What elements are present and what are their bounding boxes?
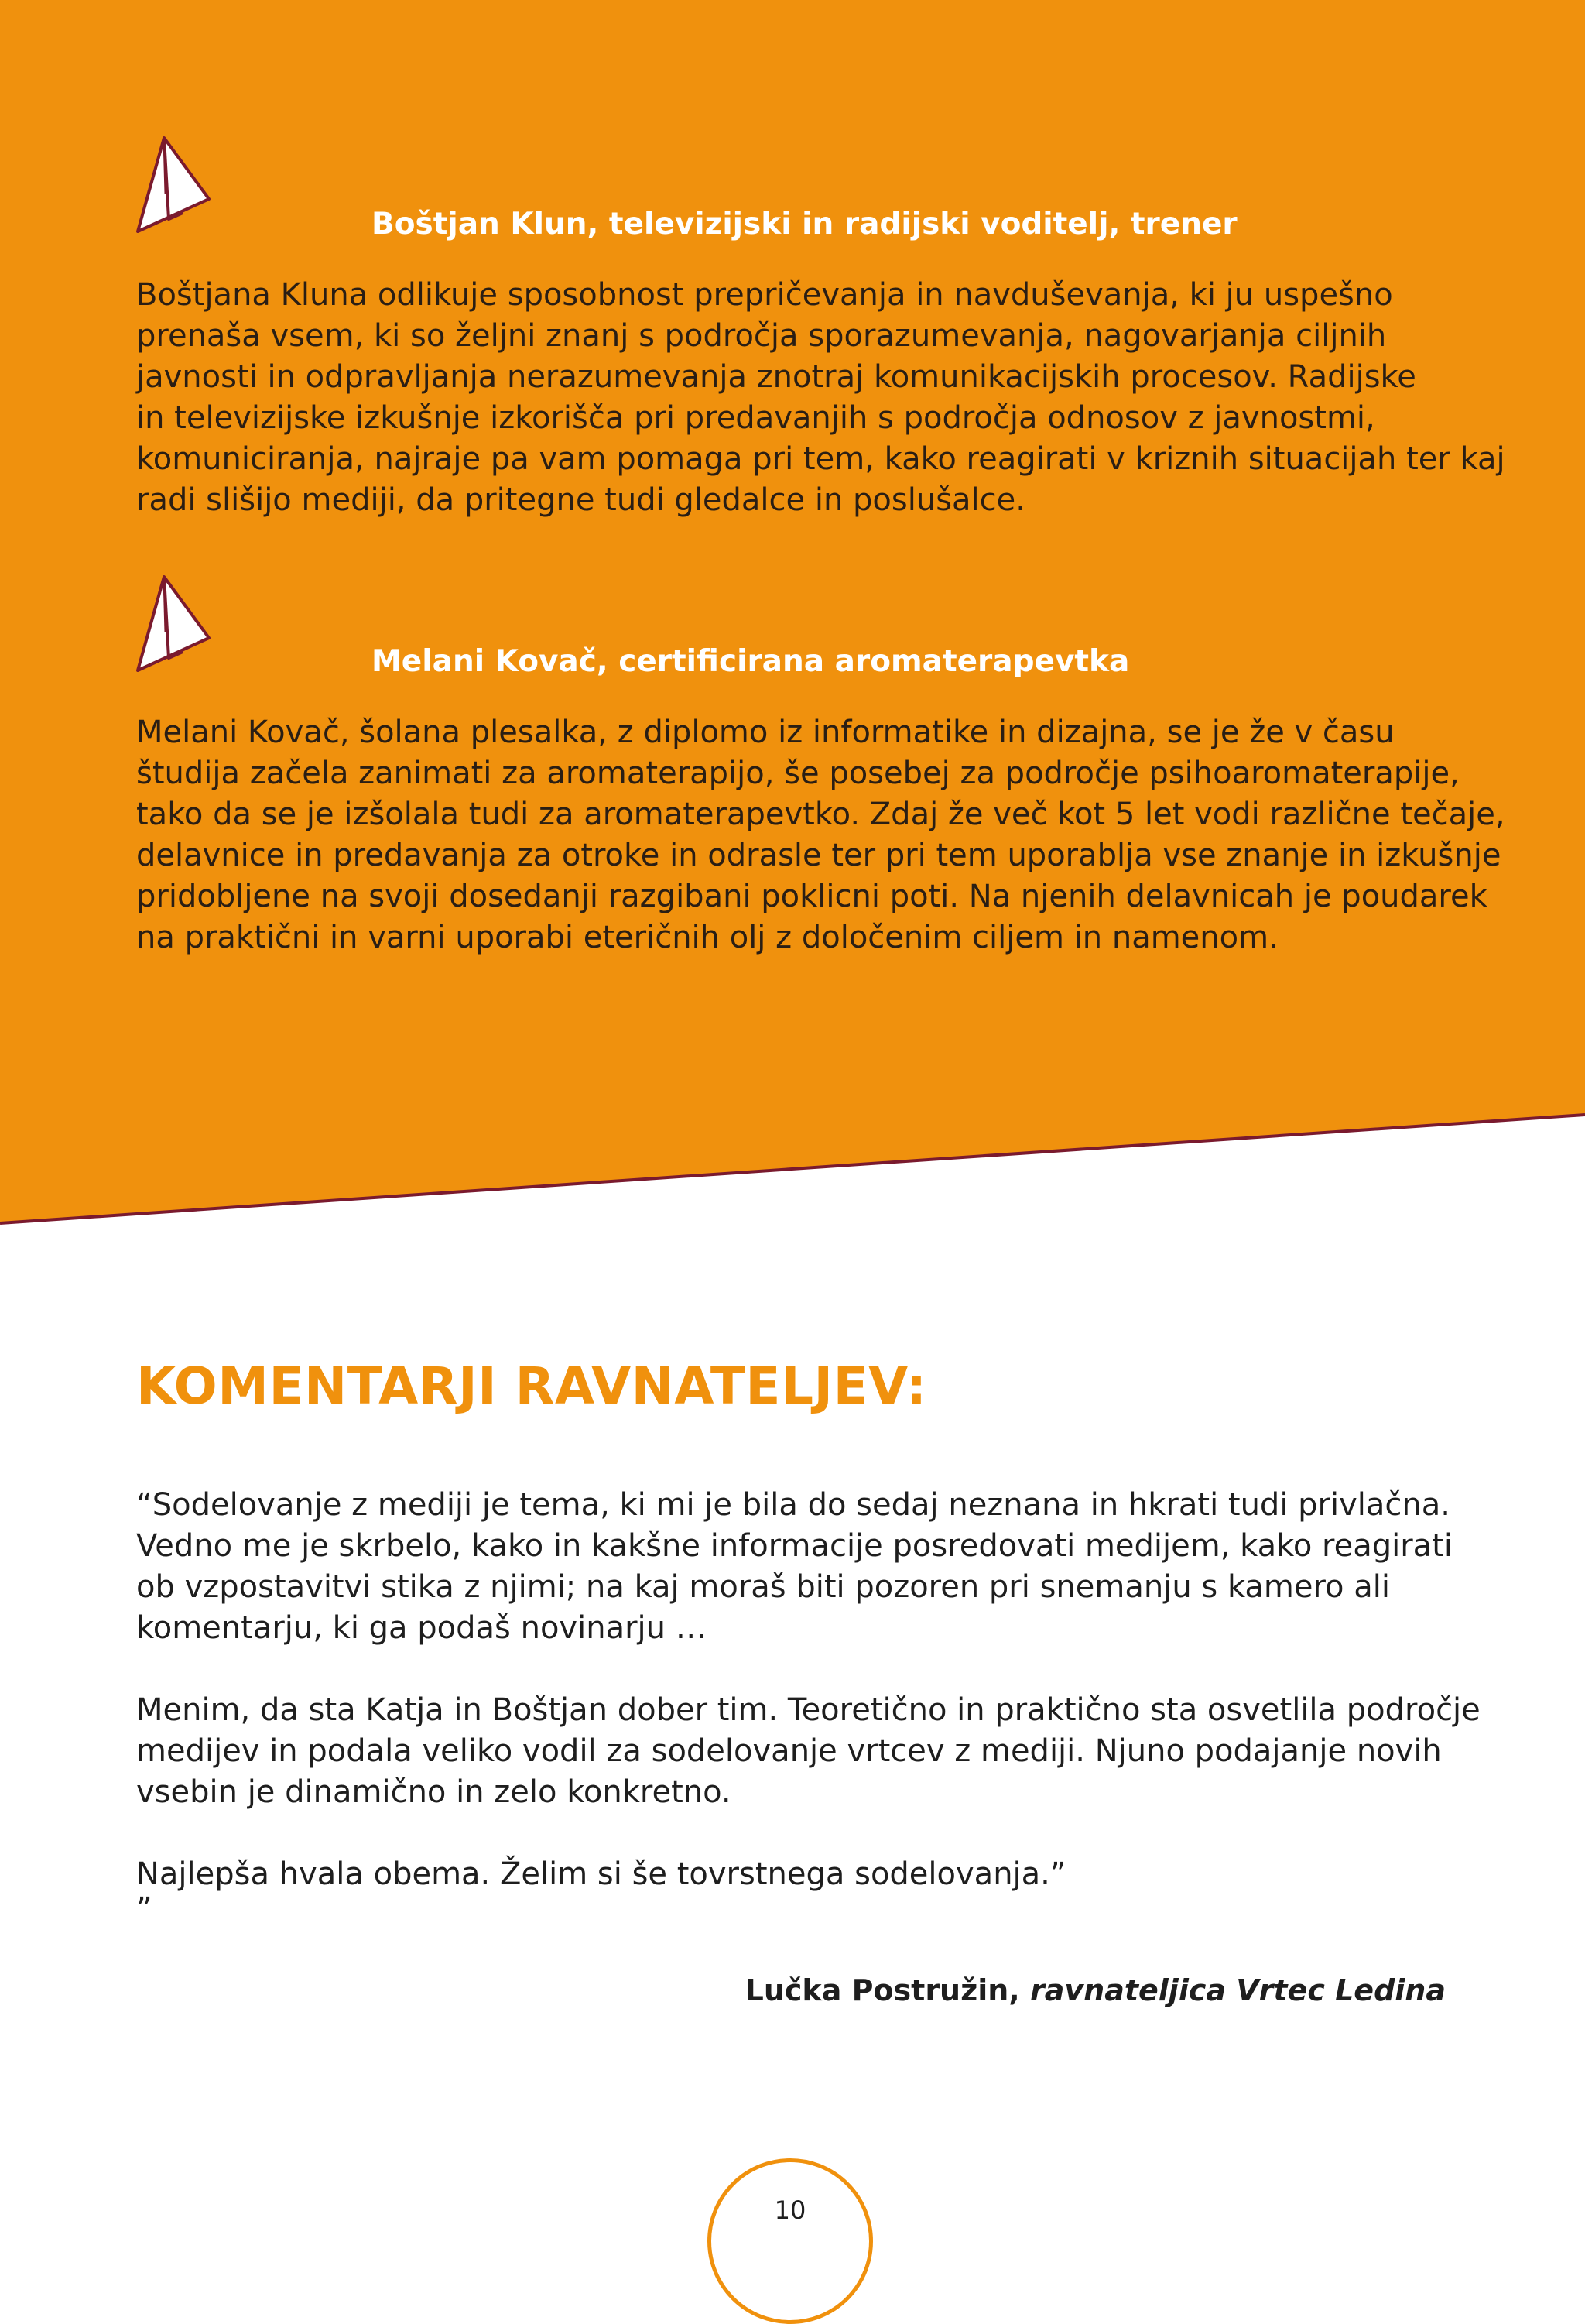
paper-plane-icon bbox=[135, 135, 211, 233]
person-bio-text bbox=[136, 712, 1505, 958]
quote-line: “Sodelovanje z mediji je tema, ki mi je bila do sedaj neznana in hkrati tudi privlačna. bbox=[136, 1487, 1450, 1523]
bio-line: komuniciranja, najraje pa vam pomaga pri tem, kako reagirati v kriznih situacijah ter kaj bbox=[136, 441, 1505, 477]
bio-line: Melani Kovač, šolana plesalka, z diplomo iz informatike in dizajna, se je že v času bbox=[136, 715, 1395, 750]
page-number-circle bbox=[707, 2158, 873, 2324]
quote-line: Vedno me je skrbelo, kako in kakšne informacije posredovati medijem, kako reagirati bbox=[136, 1528, 1453, 1564]
paper-plane-icon bbox=[135, 574, 211, 672]
closing-quote-mark: ” bbox=[136, 1891, 152, 1927]
director-quote bbox=[136, 1485, 1481, 1936]
bio-line: pridobljene na svoji dosedanji razgibani poklicni poti. Na njenih delavnicah je poudarek bbox=[136, 879, 1487, 914]
quote-paragraph bbox=[136, 1485, 1467, 1649]
quote-paragraph bbox=[136, 1690, 1481, 1813]
quote-paragraph bbox=[136, 1854, 1467, 1895]
quote-line: Najlepša hvala obema. Želim si še tovrstnega sodelovanja.” bbox=[136, 1856, 1066, 1892]
page-number: 10 bbox=[774, 2195, 806, 2225]
quote-line: komentarju, ki ga podaš novinarju … bbox=[136, 1610, 707, 1646]
quote-line: vsebin je dinamično in zelo konkretno. bbox=[136, 1774, 731, 1810]
bio-line: delavnice in predavanja za otroke in odrasle ter pri tem uporablja vse znanje in izkušnje bbox=[136, 838, 1501, 873]
person-heading: Boštjan Klun, televizijski in radijski voditelj, trener bbox=[371, 207, 1238, 242]
bio-line: Boštjana Kluna odlikuje sposobnost prepričevanja in navduševanja, ki ju uspešno bbox=[136, 277, 1393, 313]
bio-line: študija začela zanimati za aromaterapijo, še posebej za področje psihoaromaterapije, bbox=[136, 756, 1460, 791]
bio-line: prenaša vsem, ki so željni znanj s področja sporazumevanja, nagovarjanja ciljnih bbox=[136, 318, 1387, 354]
section-title: KOMENTARJI RAVNATELJEV: bbox=[136, 1356, 927, 1416]
signature-name: Lučka Postružin, bbox=[745, 1973, 1020, 2007]
bio-line: javnosti in odpravljanja nerazumevanja znotraj komunikacijskih procesov. Radijske bbox=[136, 359, 1416, 395]
bio-line: tako da se je izšolala tudi za aromaterapevtko. Zdaj že več kot 5 let vodi različne tečaje, bbox=[136, 797, 1505, 832]
person-bio-text bbox=[136, 275, 1505, 521]
bio-line: radi slišijo mediji, da pritegne tudi gledalce in poslušalce. bbox=[136, 482, 1025, 518]
person-heading: Melani Kovač, certificirana aromaterapevtka bbox=[371, 644, 1130, 679]
quote-line: ob vzpostavitvi stika z njimi; na kaj moraš biti pozoren pri snemanju s kamero ali bbox=[136, 1569, 1390, 1605]
quote-line: medijev in podala veliko vodil za sodelovanje vrtcev z mediji. Njuno podajanje novih bbox=[136, 1733, 1442, 1769]
signature-role: ravnateljica Vrtec Ledina bbox=[1029, 1973, 1446, 2007]
signature bbox=[745, 1973, 1446, 2007]
bio-line: na praktični in varni uporabi eteričnih olj z določenim ciljem in namenom. bbox=[136, 920, 1279, 955]
quote-line: Menim, da sta Katja in Boštjan dober tim. Teoretično in praktično sta osvetlila področje bbox=[136, 1692, 1481, 1728]
bio-line: in televizijske izkušnje izkorišča pri predavanjih s področja odnosov z javnostmi, bbox=[136, 400, 1375, 436]
